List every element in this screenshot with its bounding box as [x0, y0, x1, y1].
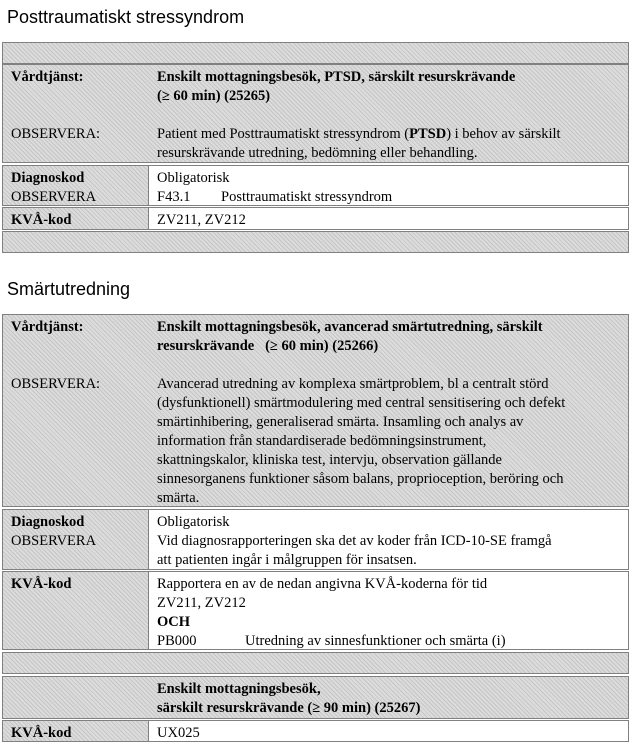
kva-codes: ZV211, ZV212: [157, 595, 246, 611]
spacer-row: [2, 42, 629, 64]
section-title-smartutredning: Smärtutredning: [7, 279, 131, 299]
diagnoskod-observera: OBSERVERA: [11, 533, 97, 549]
kva-code: PB000: [157, 633, 197, 649]
kva-label: KVÅ-kod: [11, 212, 72, 228]
vardtjanst-value: Enskilt mottagningsbesök, PTSD, särskilt resurskrävande (≥ 60 min) (25265): [157, 69, 516, 104]
kva-value: UX025: [148, 720, 629, 742]
observera-line-1: Patient med Posttraumatiskt stressyndrom (PTSD) i behov av särskilt: [157, 126, 561, 142]
diagnoskod-label: Diagnoskod: [11, 170, 85, 186]
spacer-row: [2, 231, 629, 253]
diagnoskod-label: Diagnoskod: [11, 514, 85, 530]
diagnoskod-mandatory: Obligatorisk: [157, 170, 230, 186]
diagnoskod-row-smarta: Diagnoskod OBSERVERA Obligatorisk Vid diagnosrapporteringen ska det av koder från ICD-10-SE framgå att patienten ingår i målgruppen för insatsen.: [2, 509, 629, 570]
section-title-ptsd: Posttraumatiskt stressyndrom: [7, 7, 245, 27]
observera-label: OBSERVERA:: [11, 126, 101, 142]
vardtjanst-row-smarta: [2, 314, 629, 507]
kva-instruction: Rapportera en av de nedan angivna KVÅ-koderna för tid: [157, 576, 488, 592]
diagnoskod-mandatory: Obligatorisk: [157, 514, 230, 530]
spacer-row: [2, 652, 629, 674]
kva-och: OCH: [157, 614, 191, 630]
vardtjanst-row-90min: [2, 676, 629, 719]
kva-label: KVÅ-kod: [11, 576, 72, 592]
diagnoskod-row-ptsd: [2, 165, 629, 206]
observera-value: Avancerad utredning av komplexa smärtproblem, bl a centralt störd (dysfunktionell) smärtmodulering med central sensitisering och defekt smärtinhibering, generaliserad smärta. Insamling och analys av information från standardiserade bedömningsinstrument, skattningskalor, kliniska test, intervju, observation gällande sinnesorganens funktioner såsom balans, proprioception, beröring och smärta.: [157, 376, 566, 506]
kva-row-90min: [2, 720, 629, 742]
kva-row-smarta: [2, 571, 629, 650]
diagnoskod-code: F43.1: [157, 189, 191, 205]
vardtjanst-label: Vårdtjänst:: [11, 69, 84, 85]
kva-row-ptsd: [2, 207, 629, 230]
kva-code-desc: Utredning av sinnesfunktioner och smärta (i): [245, 633, 506, 649]
diagnoskod-observera: OBSERVERA: [11, 189, 97, 205]
kva-label: KVÅ-kod: [11, 725, 72, 741]
diagnoskod-desc: Posttraumatiskt stressyndrom: [221, 189, 393, 205]
vardtjanst-value: Enskilt mottagningsbesök, särskilt resurskrävande (≥ 90 min) (25267): [157, 681, 421, 716]
kva-value: ZV211, ZV212: [148, 207, 629, 230]
observera-label: OBSERVERA:: [11, 376, 101, 392]
vardtjanst-row-ptsd: [2, 64, 629, 163]
vardtjanst-label: Vårdtjänst:: [11, 319, 84, 335]
vardtjanst-value: Enskilt mottagningsbesök, avancerad smärtutredning, särskilt resurskrävande (≥ 60 min) (25266): [157, 319, 543, 354]
observera-value: Patient med Posttraumatiskt stressyndrom (PTSD) i behov av särskilt resurskrävande utredning, bedömning eller behandling.: [149, 122, 629, 163]
